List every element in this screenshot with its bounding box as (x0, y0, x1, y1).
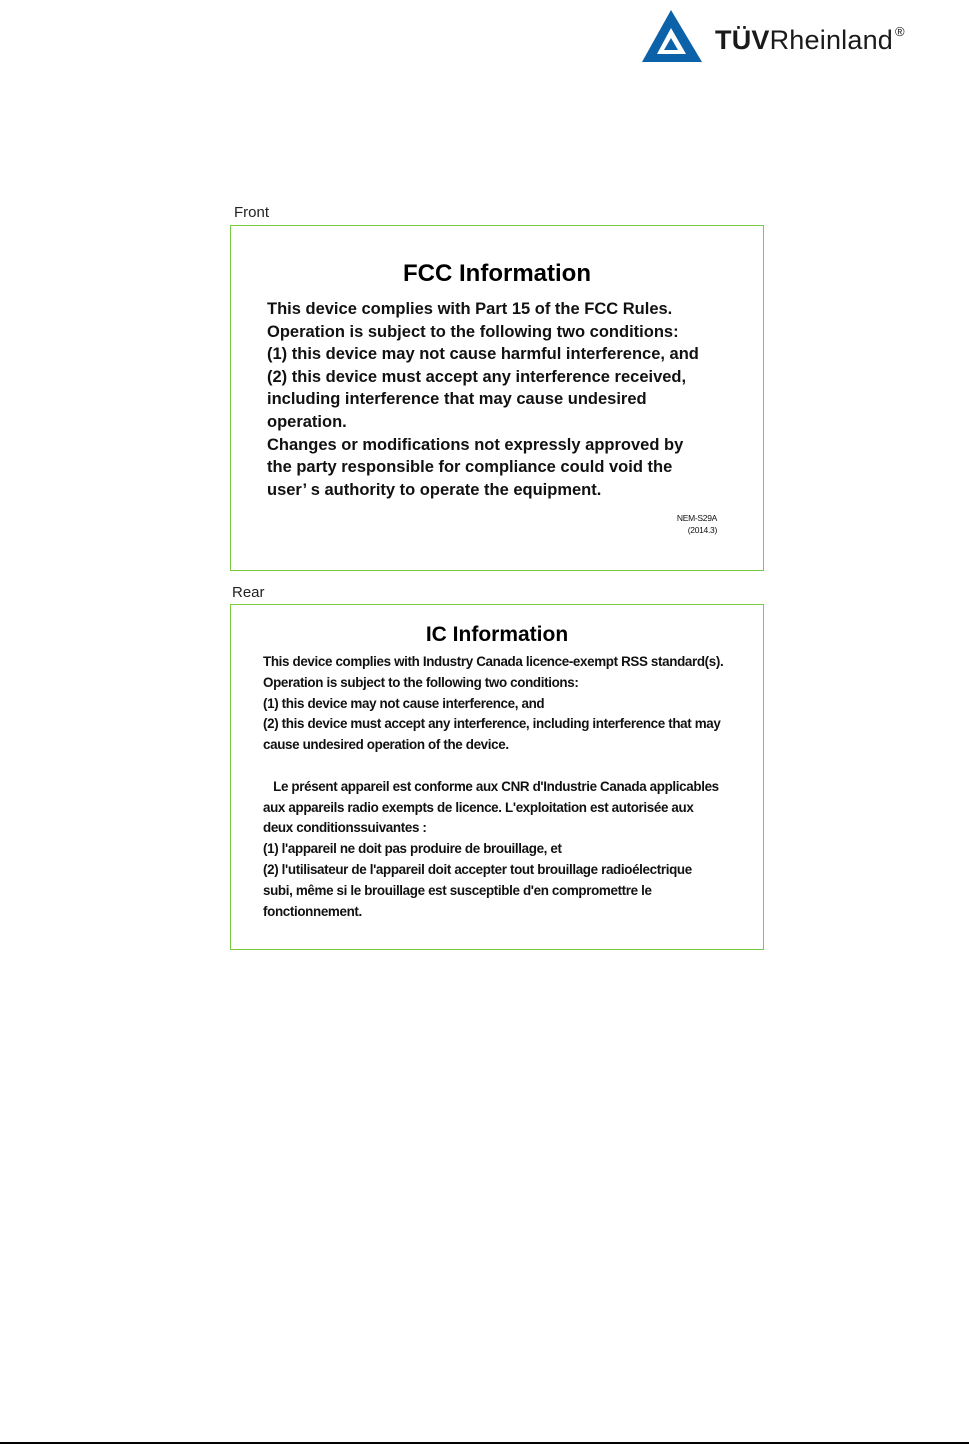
model-code (677, 512, 717, 536)
ic-english-line: (2) this device must accept any interference, including interference that may (263, 716, 721, 732)
fcc-line: operation. (267, 412, 347, 431)
fcc-line: Changes or modifications not expressly approved by (267, 435, 684, 454)
fcc-line: (2) this device must accept any interference received, (267, 367, 687, 386)
fcc-information-label (230, 225, 764, 571)
ic-statement (263, 652, 753, 922)
ic-english-line: (1) this device may not cause interference, and (263, 695, 545, 711)
ic-english-line: Operation is subject to the following two conditions: (263, 674, 579, 690)
fcc-line: Operation is subject to the following two conditions: (267, 322, 679, 341)
ic-french-line: (2) l'utilisateur de l'appareil doit accepter tout brouillage radioélectrique (263, 861, 692, 877)
model-date: (2014.3) (687, 525, 717, 535)
ic-title: IC Information (425, 623, 569, 646)
ic-english-line: cause undesired operation of the device. (263, 737, 509, 753)
ic-french-line: Le présent appareil est conforme aux CNR d'Industrie Canada applicables (263, 778, 719, 794)
fcc-line: (1) this device may not cause harmful interference, and (267, 345, 699, 364)
rear-caption: Rear (232, 584, 265, 601)
fcc-line: This device complies with Part 15 of the FCC Rules. (267, 300, 673, 318)
ic-information-label (230, 604, 764, 950)
fcc-title: FCC Information (403, 260, 591, 287)
tuv-triangle-icon (640, 8, 704, 64)
fcc-line: including interference that may cause undesired (267, 390, 647, 409)
ic-french-line: (1) l'appareil ne doit pas produire de brouillage, et (263, 841, 562, 857)
fcc-line: user’ s authority to operate the equipment. (267, 480, 602, 499)
paragraph-spacer (263, 756, 753, 777)
ic-french-line: aux appareils radio exempts de licence. L'exploitation est autorisée aux (263, 799, 694, 815)
ic-english-line: This device complies with Industry Canada licence-exempt RSS standard(s). (263, 654, 724, 669)
tuv-rheinland-logo (640, 6, 950, 64)
logo-wordmark: TÜVRheinland ® (715, 24, 905, 55)
ic-french-line: deux conditionssuivantes : (263, 820, 427, 836)
ic-french-line: subi, même si le brouillage est susceptible d'en compromettre le (263, 882, 652, 898)
model-number: NEM-S29A (676, 513, 717, 523)
ic-french-line: fonctionnement. (263, 903, 362, 919)
fcc-statement (267, 298, 747, 501)
front-caption: Front (234, 204, 270, 221)
fcc-line: the party responsible for compliance could void the (267, 458, 673, 477)
